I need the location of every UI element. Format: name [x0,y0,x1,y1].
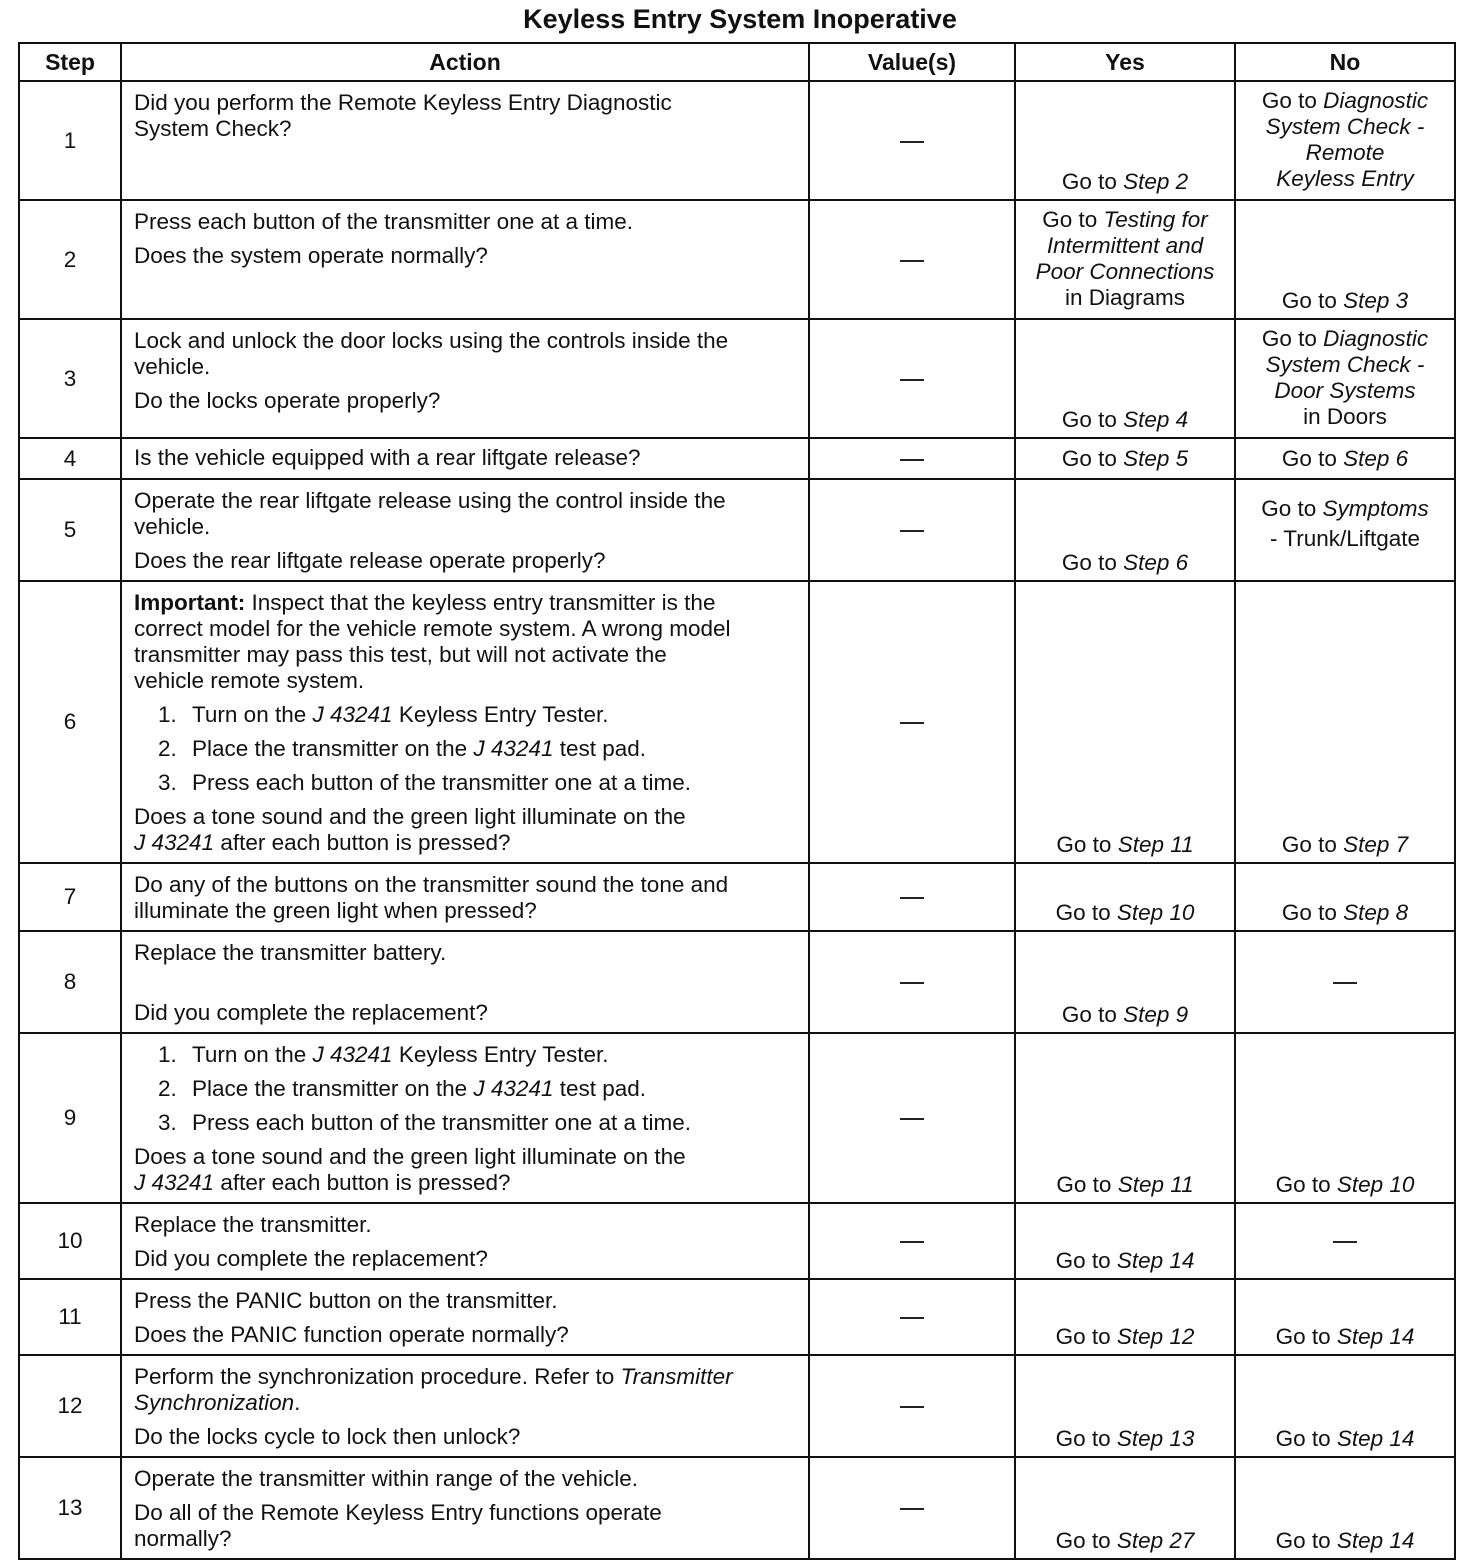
header-yes: Yes [1015,43,1235,81]
yes-cell: Go to Step 5 [1015,438,1235,479]
list-item: 2. Place the transmitter on the J 43241 test pad. [158,736,647,761]
dash-mark [900,1241,924,1243]
step-number: 2 [19,200,121,319]
header-step: Step [19,43,121,81]
table-row [19,1355,1455,1457]
action-cell: Important: Inspect that the keyless entry transmitter is the correct model for the vehicle remote system. A wrong model transmitter may pass this test, but will not activate the vehicle remote system. 1. Turn on the J 43241 Keyless Entry Tester. 2. Place the transmitter on the J 43241 test pad. 3. Press each button of the transmitter one at a time. Does a tone sound and the green light illuminate on the J 43241 after each button is pressed? [121,581,809,863]
list-item: 1. Turn on the J 43241 Keyless Entry Tester. [158,702,609,727]
action-cell: Replace the transmitter battery. Did you complete the replacement? [121,931,809,1033]
yes-cell: Go to Step 13 [1015,1355,1235,1457]
step-number: 1 [19,81,121,200]
step-number: 3 [19,319,121,438]
value-cell [809,81,1015,200]
dash-mark [900,1317,924,1319]
list-item: 3. Press each button of the transmitter one at a time. [158,770,692,795]
no-cell [1235,1203,1455,1279]
value-cell [809,1203,1015,1279]
dash-mark [900,1118,924,1120]
table-row [19,863,1455,931]
value-cell [809,1033,1015,1203]
yes-cell: Go to Step 2 [1015,81,1235,200]
header-values: Value(s) [809,43,1015,81]
action-cell: Perform the synchronization procedure. Refer to Transmitter Synchronization. Do the locks cycle to lock then unlock? [121,1355,809,1457]
action-cell: Operate the transmitter within range of the vehicle. Do all of the Remote Keyless Entry functions operate normally? [121,1457,809,1559]
action-cell: Lock and unlock the door locks using the controls inside the vehicle. Do the locks operate properly? [121,319,809,438]
no-cell: Go to Diagnostic System Check - Door Systems in Doors [1235,319,1455,438]
step-number: 13 [19,1457,121,1559]
page-title: Keyless Entry System Inoperative [523,4,957,34]
list-item: 3. Press each button of the transmitter one at a time. [158,1110,692,1135]
value-cell [809,931,1015,1033]
value-cell [809,1355,1015,1457]
yes-cell: Go to Step 11 [1015,581,1235,863]
table-row [19,1457,1455,1559]
dash-mark [1333,982,1357,984]
dash-mark [900,459,924,461]
table-row [19,319,1455,438]
table-row [19,581,1455,863]
table-row [19,81,1455,200]
header-row [19,43,1455,81]
step-number: 6 [19,581,121,863]
yes-cell: Go to Step 10 [1015,863,1235,931]
action-cell: Do any of the buttons on the transmitter sound the tone and illuminate the green light when pressed? [121,863,809,931]
no-cell: Go to Diagnostic System Check - Remote Keyless Entry [1235,81,1455,200]
yes-cell: Go to Testing for Intermittent and Poor Connections in Diagrams [1015,200,1235,319]
step-number: 8 [19,931,121,1033]
value-cell [809,1279,1015,1355]
important-label: Important: [134,590,246,615]
step-number: 12 [19,1355,121,1457]
action-cell: 1. Turn on the J 43241 Keyless Entry Tester. 2. Place the transmitter on the J 43241 test pad. 3. Press each button of the transmitter one at a time. Does a tone sound and the green light illuminate on the J 43241 after each button is pressed? [121,1033,809,1203]
value-cell [809,1457,1015,1559]
no-cell: Go to Step 14 [1235,1355,1455,1457]
yes-cell: Go to Step 11 [1015,1033,1235,1203]
step-number: 10 [19,1203,121,1279]
dash-mark [900,379,924,381]
no-cell: Go to Step 3 [1235,200,1455,319]
table-row [19,931,1455,1033]
yes-cell: Go to Step 14 [1015,1203,1235,1279]
header-no: No [1235,43,1455,81]
yes-cell: Go to Step 4 [1015,319,1235,438]
action-cell: Is the vehicle equipped with a rear liftgate release? [121,438,809,479]
no-cell: Go to Step 8 [1235,863,1455,931]
dash-mark [900,722,924,724]
action-cell: Replace the transmitter. Did you complete the replacement? [121,1203,809,1279]
dash-mark [900,530,924,532]
step-number: 7 [19,863,121,931]
value-cell [809,581,1015,863]
table-row [19,479,1455,581]
table-row [19,1279,1455,1355]
action-cell: Operate the rear liftgate release using the control inside the vehicle. Does the rear liftgate release operate properly? [121,479,809,581]
table-row [19,1033,1455,1203]
action-cell: Press the PANIC button on the transmitter. Does the PANIC function operate normally? [121,1279,809,1355]
yes-cell: Go to Step 27 [1015,1457,1235,1559]
list-item: 1. Turn on the J 43241 Keyless Entry Tester. [158,1042,609,1067]
step-number: 4 [19,438,121,479]
step-number: 5 [19,479,121,581]
step-number: 9 [19,1033,121,1203]
no-cell: Go to Step 6 [1235,438,1455,479]
value-cell [809,479,1015,581]
yes-cell: Go to Step 6 [1015,479,1235,581]
dash-mark [1333,1241,1357,1243]
step-number: 11 [19,1279,121,1355]
dash-mark [900,141,924,143]
dash-mark [900,982,924,984]
value-cell [809,863,1015,931]
action-cell: Did you perform the Remote Keyless Entry Diagnostic System Check? [121,81,809,200]
dash-mark [900,260,924,262]
table-row [19,1203,1455,1279]
no-cell: Go to Step 14 [1235,1457,1455,1559]
value-cell [809,438,1015,479]
header-action: Action [121,43,809,81]
value-cell [809,319,1015,438]
action-cell: Press each button of the transmitter one at a time. Does the system operate normally? [121,200,809,319]
value-cell [809,200,1015,319]
no-cell: Go to Step 14 [1235,1279,1455,1355]
no-cell [1235,931,1455,1033]
yes-cell: Go to Step 12 [1015,1279,1235,1355]
table-row [19,438,1455,479]
no-cell: Go to Step 10 [1235,1033,1455,1203]
yes-cell: Go to Step 9 [1015,931,1235,1033]
dash-mark [900,897,924,899]
no-cell: Go to Symptoms - Trunk/Liftgate [1235,479,1455,581]
no-cell: Go to Step 7 [1235,581,1455,863]
list-item: 2. Place the transmitter on the J 43241 test pad. [158,1076,647,1101]
diagnostic-table [18,42,1456,1560]
dash-mark [900,1508,924,1510]
dash-mark [900,1406,924,1408]
table-row [19,200,1455,319]
